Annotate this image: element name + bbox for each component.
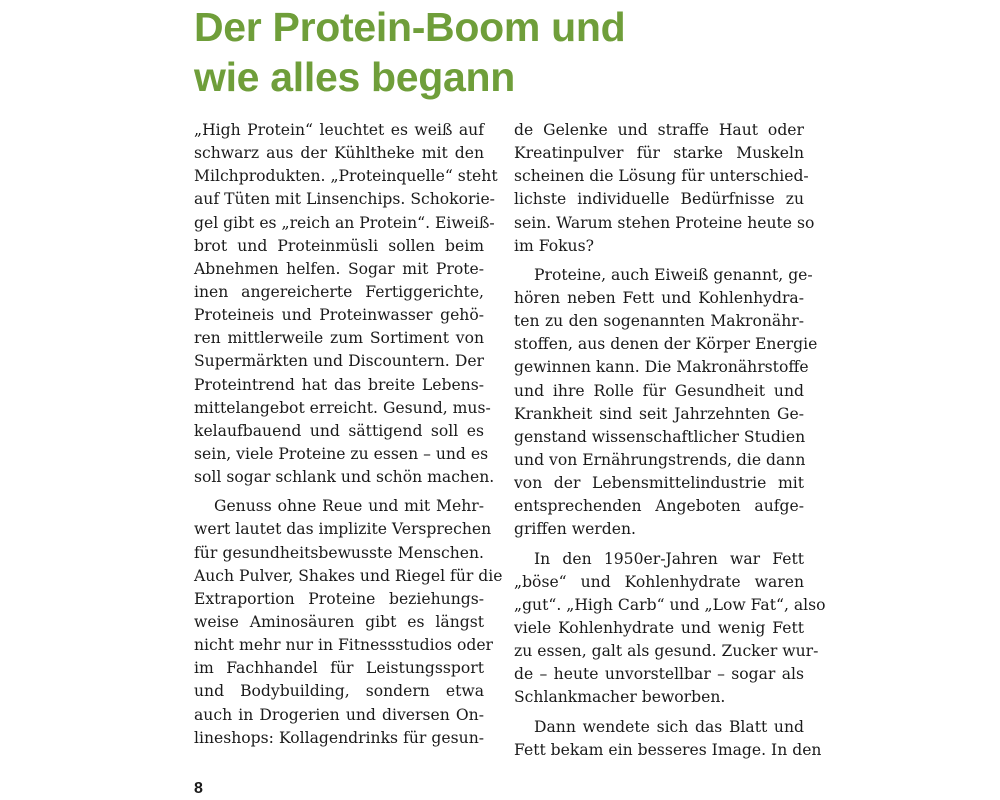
paragraph bbox=[194, 495, 503, 750]
text-line: „High Protein“ leuchtet es weiß auf bbox=[194, 121, 484, 139]
text-line: im Fokus? bbox=[514, 236, 594, 255]
paragraph bbox=[514, 264, 818, 542]
title-line-1: Der Protein-Boom und bbox=[194, 4, 626, 50]
text-line: im Fachhandel für Leistungssport bbox=[194, 659, 484, 678]
text-line: Proteine, auch Eiweiß genannt, ge- bbox=[534, 265, 813, 284]
text-line: Fett bekam ein besseres Image. In den bbox=[514, 740, 822, 759]
paragraph bbox=[514, 716, 822, 762]
text-line: wert lautet das implizite Versprechen bbox=[194, 520, 492, 539]
text-line: „gut“. „High Carb“ und „Low Fat“, also bbox=[514, 595, 826, 614]
title-line-2: wie alles begann bbox=[194, 54, 516, 100]
text-line: hören neben Fett und Kohlenhydra- bbox=[514, 288, 804, 307]
paragraph bbox=[514, 119, 815, 258]
text-line: Abnehmen helfen. Sogar mit Prote- bbox=[194, 259, 484, 278]
text-line: für gesundheitsbewusste Menschen. bbox=[194, 543, 484, 562]
text-line: gewinnen kann. Die Makronährstoffe bbox=[514, 358, 809, 377]
text-line: nicht mehr nur in Fitnessstudios oder bbox=[194, 636, 494, 655]
text-line: ten zu den sogenannten Makronähr- bbox=[514, 312, 804, 331]
text-line: scheinen die Lösung für unterschied- bbox=[514, 167, 809, 186]
text-line: de Gelenke und straffe Haut oder bbox=[514, 121, 804, 139]
text-line: „böse“ und Kohlenhydrate waren bbox=[514, 572, 804, 591]
text-line: von der Lebensmittelindustrie mit bbox=[514, 474, 804, 493]
text-line: Auch Pulver, Shakes und Riegel für die bbox=[194, 566, 503, 585]
paragraph bbox=[514, 548, 826, 710]
text-line: sein, viele Proteine zu essen – und es bbox=[194, 444, 489, 463]
text-line: gel gibt es „reich an Protein“. Eiweiß- bbox=[194, 213, 495, 232]
text-line: Kreatinpulver für starke Muskeln bbox=[514, 144, 804, 163]
text-line: In den 1950er-Jahren war Fett bbox=[534, 549, 804, 568]
page-number: 8 bbox=[194, 780, 203, 797]
text-line: und Bodybuilding, sondern etwa bbox=[194, 682, 484, 701]
text-line: genstand wissenschaftlicher Studien bbox=[514, 427, 806, 446]
text-line: Supermärkten und Discountern. Der bbox=[194, 352, 484, 371]
text-line: de – heute unvorstellbar – sogar als bbox=[514, 665, 804, 684]
page-title bbox=[194, 2, 625, 102]
text-line: ren mittlerweile zum Sortiment von bbox=[194, 329, 484, 348]
text-line: stoffen, aus denen der Körper Energie bbox=[514, 335, 818, 354]
left-column bbox=[194, 119, 503, 750]
text-line: inen angereicherte Fertiggerichte, bbox=[194, 282, 484, 301]
text-line: auf Tüten mit Linsenchips. Schokorie- bbox=[194, 190, 495, 209]
text-line: schwarz aus der Kühltheke mit den bbox=[194, 144, 484, 163]
text-line: Genuss ohne Reue und mit Mehr- bbox=[214, 497, 484, 516]
text-line: lichste individuelle Bedürfnisse zu bbox=[514, 190, 804, 209]
text-line: Dann wendete sich das Blatt und bbox=[534, 717, 804, 736]
text-line: brot und Proteinmüsli sollen beim bbox=[194, 236, 484, 255]
text-line: sein. Warum stehen Proteine heute so bbox=[514, 213, 815, 232]
text-line: lineshops: Kollagendrinks für gesun- bbox=[194, 728, 484, 747]
text-line: griffen werden. bbox=[514, 520, 636, 539]
text-line: zu essen, galt als gesund. Zucker wur- bbox=[514, 642, 819, 661]
text-line: Proteintrend hat das breite Lebens- bbox=[194, 375, 484, 394]
text-line: Proteineis und Proteinwasser gehö- bbox=[194, 306, 484, 325]
text-line: Milchprodukten. „Proteinquelle“ steht bbox=[194, 167, 498, 186]
text-line: soll sogar schlank und schön machen. bbox=[194, 468, 495, 487]
text-line: viele Kohlenhydrate und wenig Fett bbox=[514, 618, 804, 637]
text-line: weise Aminosäuren gibt es längst bbox=[194, 612, 484, 631]
text-line: auch in Drogerien und diversen On- bbox=[194, 705, 484, 724]
text-line: und ihre Rolle für Gesundheit und bbox=[514, 381, 804, 400]
text-line: und von Ernährungstrends, die dann bbox=[514, 450, 806, 469]
text-line: kelaufbauend und sättigend soll es bbox=[194, 421, 484, 440]
text-line: Schlankmacher beworben. bbox=[514, 688, 726, 707]
text-line: entsprechenden Angeboten aufge- bbox=[514, 497, 804, 516]
text-line: mittelangebot erreicht. Gesund, mus- bbox=[194, 398, 491, 417]
text-line: Extraportion Proteine beziehungs- bbox=[194, 589, 484, 608]
right-column bbox=[514, 119, 826, 762]
text-line: Krankheit sind seit Jahrzehnten Ge- bbox=[514, 404, 804, 423]
paragraph bbox=[194, 119, 498, 489]
